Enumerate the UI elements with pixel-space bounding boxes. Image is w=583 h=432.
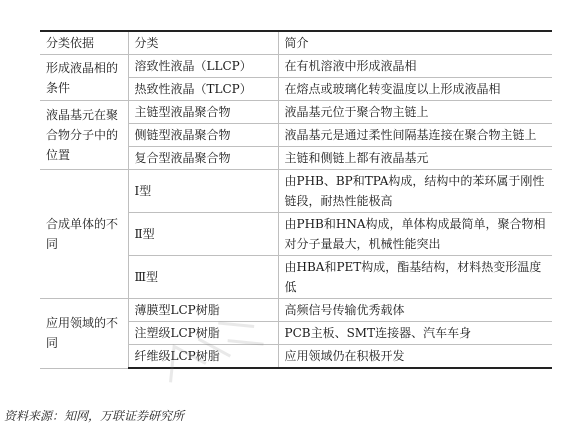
category-cell: 注塑级LCP树脂: [128, 322, 278, 345]
intro-cell: 由PHB和HNA构成，单体构成最简单，聚合物相对分子量最大，机械性能突出: [278, 213, 552, 256]
category-cell: 纤维级LCP树脂: [128, 345, 278, 369]
intro-cell: PCB主板、SMT连接器、汽车车身: [278, 322, 552, 345]
table-row: [40, 299, 552, 322]
intro-cell: 液晶基元位于聚合物主链上: [278, 101, 552, 124]
category-cell: Ⅲ型: [128, 256, 278, 299]
intro-cell: 应用领域仍在积极开发: [278, 345, 552, 369]
category-cell: 薄膜型LCP树脂: [128, 299, 278, 322]
category-cell: Ⅱ型: [128, 213, 278, 256]
basis-cell: 形成液晶相的条件: [40, 55, 128, 101]
category-cell: 复合型液晶聚合物: [128, 147, 278, 170]
header-intro: 简介: [278, 31, 552, 55]
category-cell: 侧链型液晶聚合物: [128, 124, 278, 147]
category-cell: 溶致性液晶（LLCP）: [128, 55, 278, 78]
classification-table-container: [40, 30, 552, 369]
intro-cell: 高频信号传输优秀载体: [278, 299, 552, 322]
intro-cell: 主链和侧链上都有液晶基元: [278, 147, 552, 170]
lcp-classification-table: [40, 30, 552, 369]
intro-cell: 在有机溶液中形成液晶相: [278, 55, 552, 78]
header-basis: 分类依据: [40, 31, 128, 55]
category-cell: 热致性液晶（TLCP）: [128, 78, 278, 101]
basis-cell: 液晶基元在聚合物分子中的位置: [40, 101, 128, 170]
table-header-row: [40, 31, 552, 55]
intro-cell: 在熔点或玻璃化转变温度以上形成液晶相: [278, 78, 552, 101]
intro-cell: 由PHB、BP和TPA构成，结构中的苯环属于刚性链段，耐热性能极高: [278, 170, 552, 213]
category-cell: Ⅰ型: [128, 170, 278, 213]
basis-cell: 合成单体的不同: [40, 170, 128, 299]
table-row: [40, 55, 552, 78]
intro-cell: 由HBA和PET构成，酯基结构，材料热变形温度低: [278, 256, 552, 299]
category-cell: 主链型液晶聚合物: [128, 101, 278, 124]
basis-cell: 应用领域的不同: [40, 299, 128, 369]
source-note: 资料来源：知网，万联证券研究所: [4, 409, 185, 423]
table-row: [40, 170, 552, 213]
header-category: 分类: [128, 31, 278, 55]
intro-cell: 液晶基元是通过柔性间隔基连接在聚合物主链上: [278, 124, 552, 147]
table-row: [40, 101, 552, 124]
